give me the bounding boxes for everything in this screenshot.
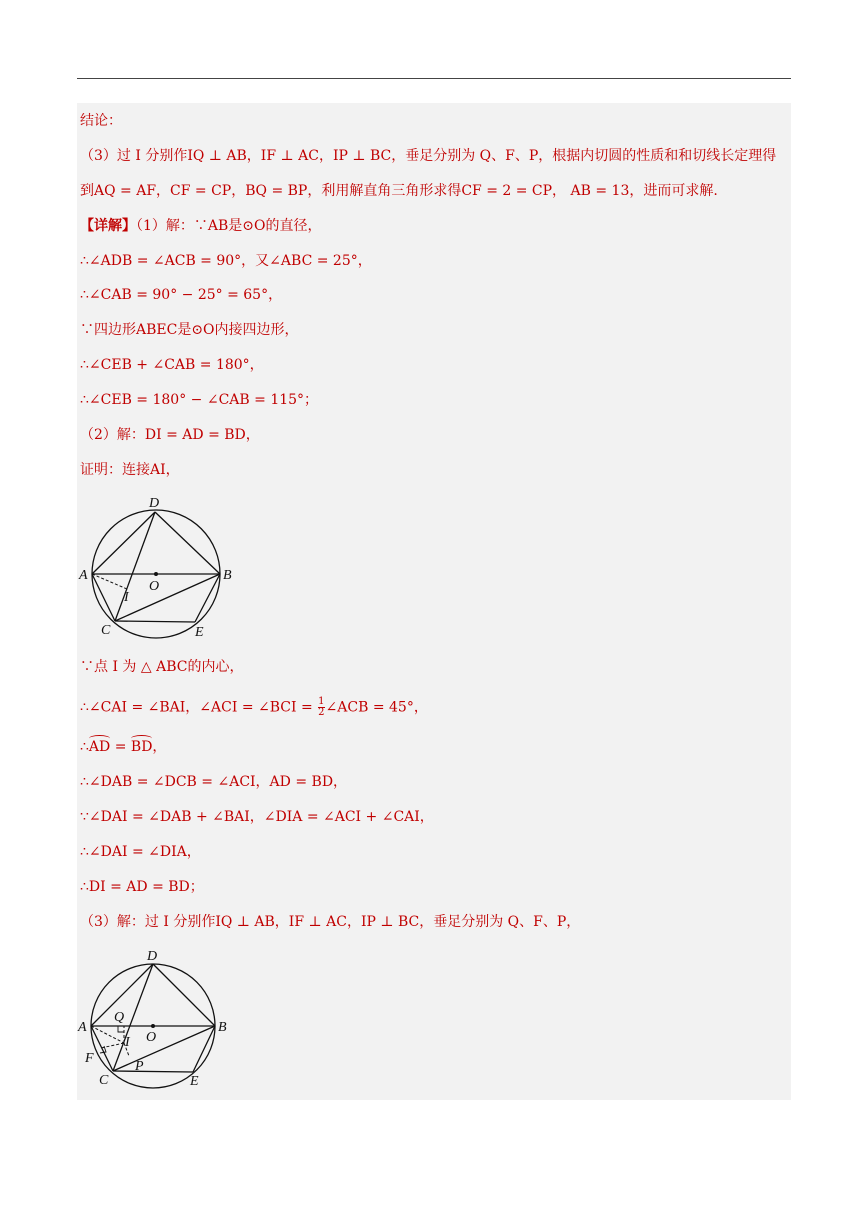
solution-line-19: （3）解：过 I 分别作IQ ⊥ AB，IF ⊥ AC，IP ⊥ BC，垂足分别为 Q、F、P，: [80, 914, 581, 930]
step-line-8: ∴∠CEB + ∠CAB = 180°，: [80, 357, 264, 373]
proof-line-13: [80, 697, 792, 718]
step-line-7: ∵四边形ABEC是⊙O内接四边形，: [80, 322, 299, 338]
proof-line-15: ∴∠DAB = ∠DCB = ∠ACI，AD = BD，: [80, 774, 348, 790]
arc-bd-text: BD: [130, 739, 153, 755]
fig1-label-c: C: [101, 623, 111, 638]
analysis-line-1: （3）过 I 分别作IQ ⊥ AB，IF ⊥ AC，IP ⊥ BC，垂足分别为 Q、F、P，根据内切圆的性质和和切线长定理得: [80, 148, 777, 164]
fig2-label-o: O: [146, 1030, 157, 1045]
line13-part-a: ∴∠CAI = ∠BAI，∠ACI = ∠BCI =: [80, 699, 318, 716]
fraction-denominator: 2: [318, 707, 325, 718]
conclusion-heading: 结论：: [80, 113, 122, 129]
fig1-label-b: B: [223, 568, 232, 583]
line14-therefore: ∴: [80, 739, 89, 755]
line14-comma: ，: [152, 739, 167, 755]
proof-line-14: [80, 738, 792, 756]
detail-line-1: [80, 217, 792, 235]
step-line-9: ∴∠CEB = 180° − ∠CAB = 115°；: [80, 392, 319, 408]
line14-equals: =: [110, 739, 131, 755]
proof-line-11: 证明：连接AI，: [80, 462, 180, 478]
line13-part-b: ∠ACB = 45°，: [325, 699, 428, 716]
geometry-figure-2: [77, 942, 247, 1092]
proof-line-16: ∵∠DAI = ∠DAB + ∠BAI，∠DIA = ∠ACI + ∠CAI，: [80, 809, 434, 825]
fig2-label-c: C: [99, 1073, 109, 1088]
fraction-numerator: 1: [318, 696, 325, 707]
proof-line-12: ∵点 I 为 △ ABC的内心，: [80, 659, 244, 675]
fig1-label-a: A: [79, 568, 88, 583]
step-line-6: ∴∠CAB = 90° − 25° = 65°，: [80, 287, 283, 303]
fig2-label-d: D: [147, 949, 158, 964]
fig1-label-i: I: [124, 590, 129, 605]
step-line-5: ∴∠ADB = ∠ACB = 90°，又∠ABC = 25°，: [80, 253, 372, 269]
half-fraction: [318, 697, 324, 718]
arc-ad: [89, 738, 110, 756]
proof-line-17: ∴∠DAI = ∠DIA，: [80, 844, 201, 860]
fig2-label-b: B: [218, 1020, 227, 1035]
fig2-label-a: A: [78, 1020, 87, 1035]
fig2-label-i: I: [125, 1035, 130, 1050]
header-rule: [77, 78, 791, 79]
fig1-label-o: O: [149, 579, 160, 594]
analysis-line-2: 到AQ = AF，CF = CP，BQ = BP，利用解直角三角形求得CF = 2 = CP， AB = 13，进而可求解.: [80, 183, 718, 199]
fig2-label-p: P: [135, 1059, 144, 1074]
arc-bd: [131, 738, 153, 756]
fig1-label-d: D: [149, 496, 160, 511]
fig2-label-e: E: [190, 1074, 199, 1089]
arc-ad-text: AD: [88, 739, 111, 755]
geometry-figure-1: [77, 492, 247, 642]
fig2-label-f: F: [85, 1051, 94, 1066]
detail-part1-start: （1）解：∵AB是⊙O的直径，: [136, 218, 322, 234]
fig2-label-q: Q: [114, 1010, 125, 1025]
step-line-10: （2）解：DI = AD = BD，: [80, 427, 260, 443]
detail-tag: 【详解】: [80, 218, 136, 234]
fig1-label-e: E: [195, 625, 204, 640]
arc-bd-mark: [131, 735, 153, 742]
arc-ad-mark: [89, 735, 110, 742]
proof-line-18: ∴DI = AD = BD；: [80, 879, 204, 895]
